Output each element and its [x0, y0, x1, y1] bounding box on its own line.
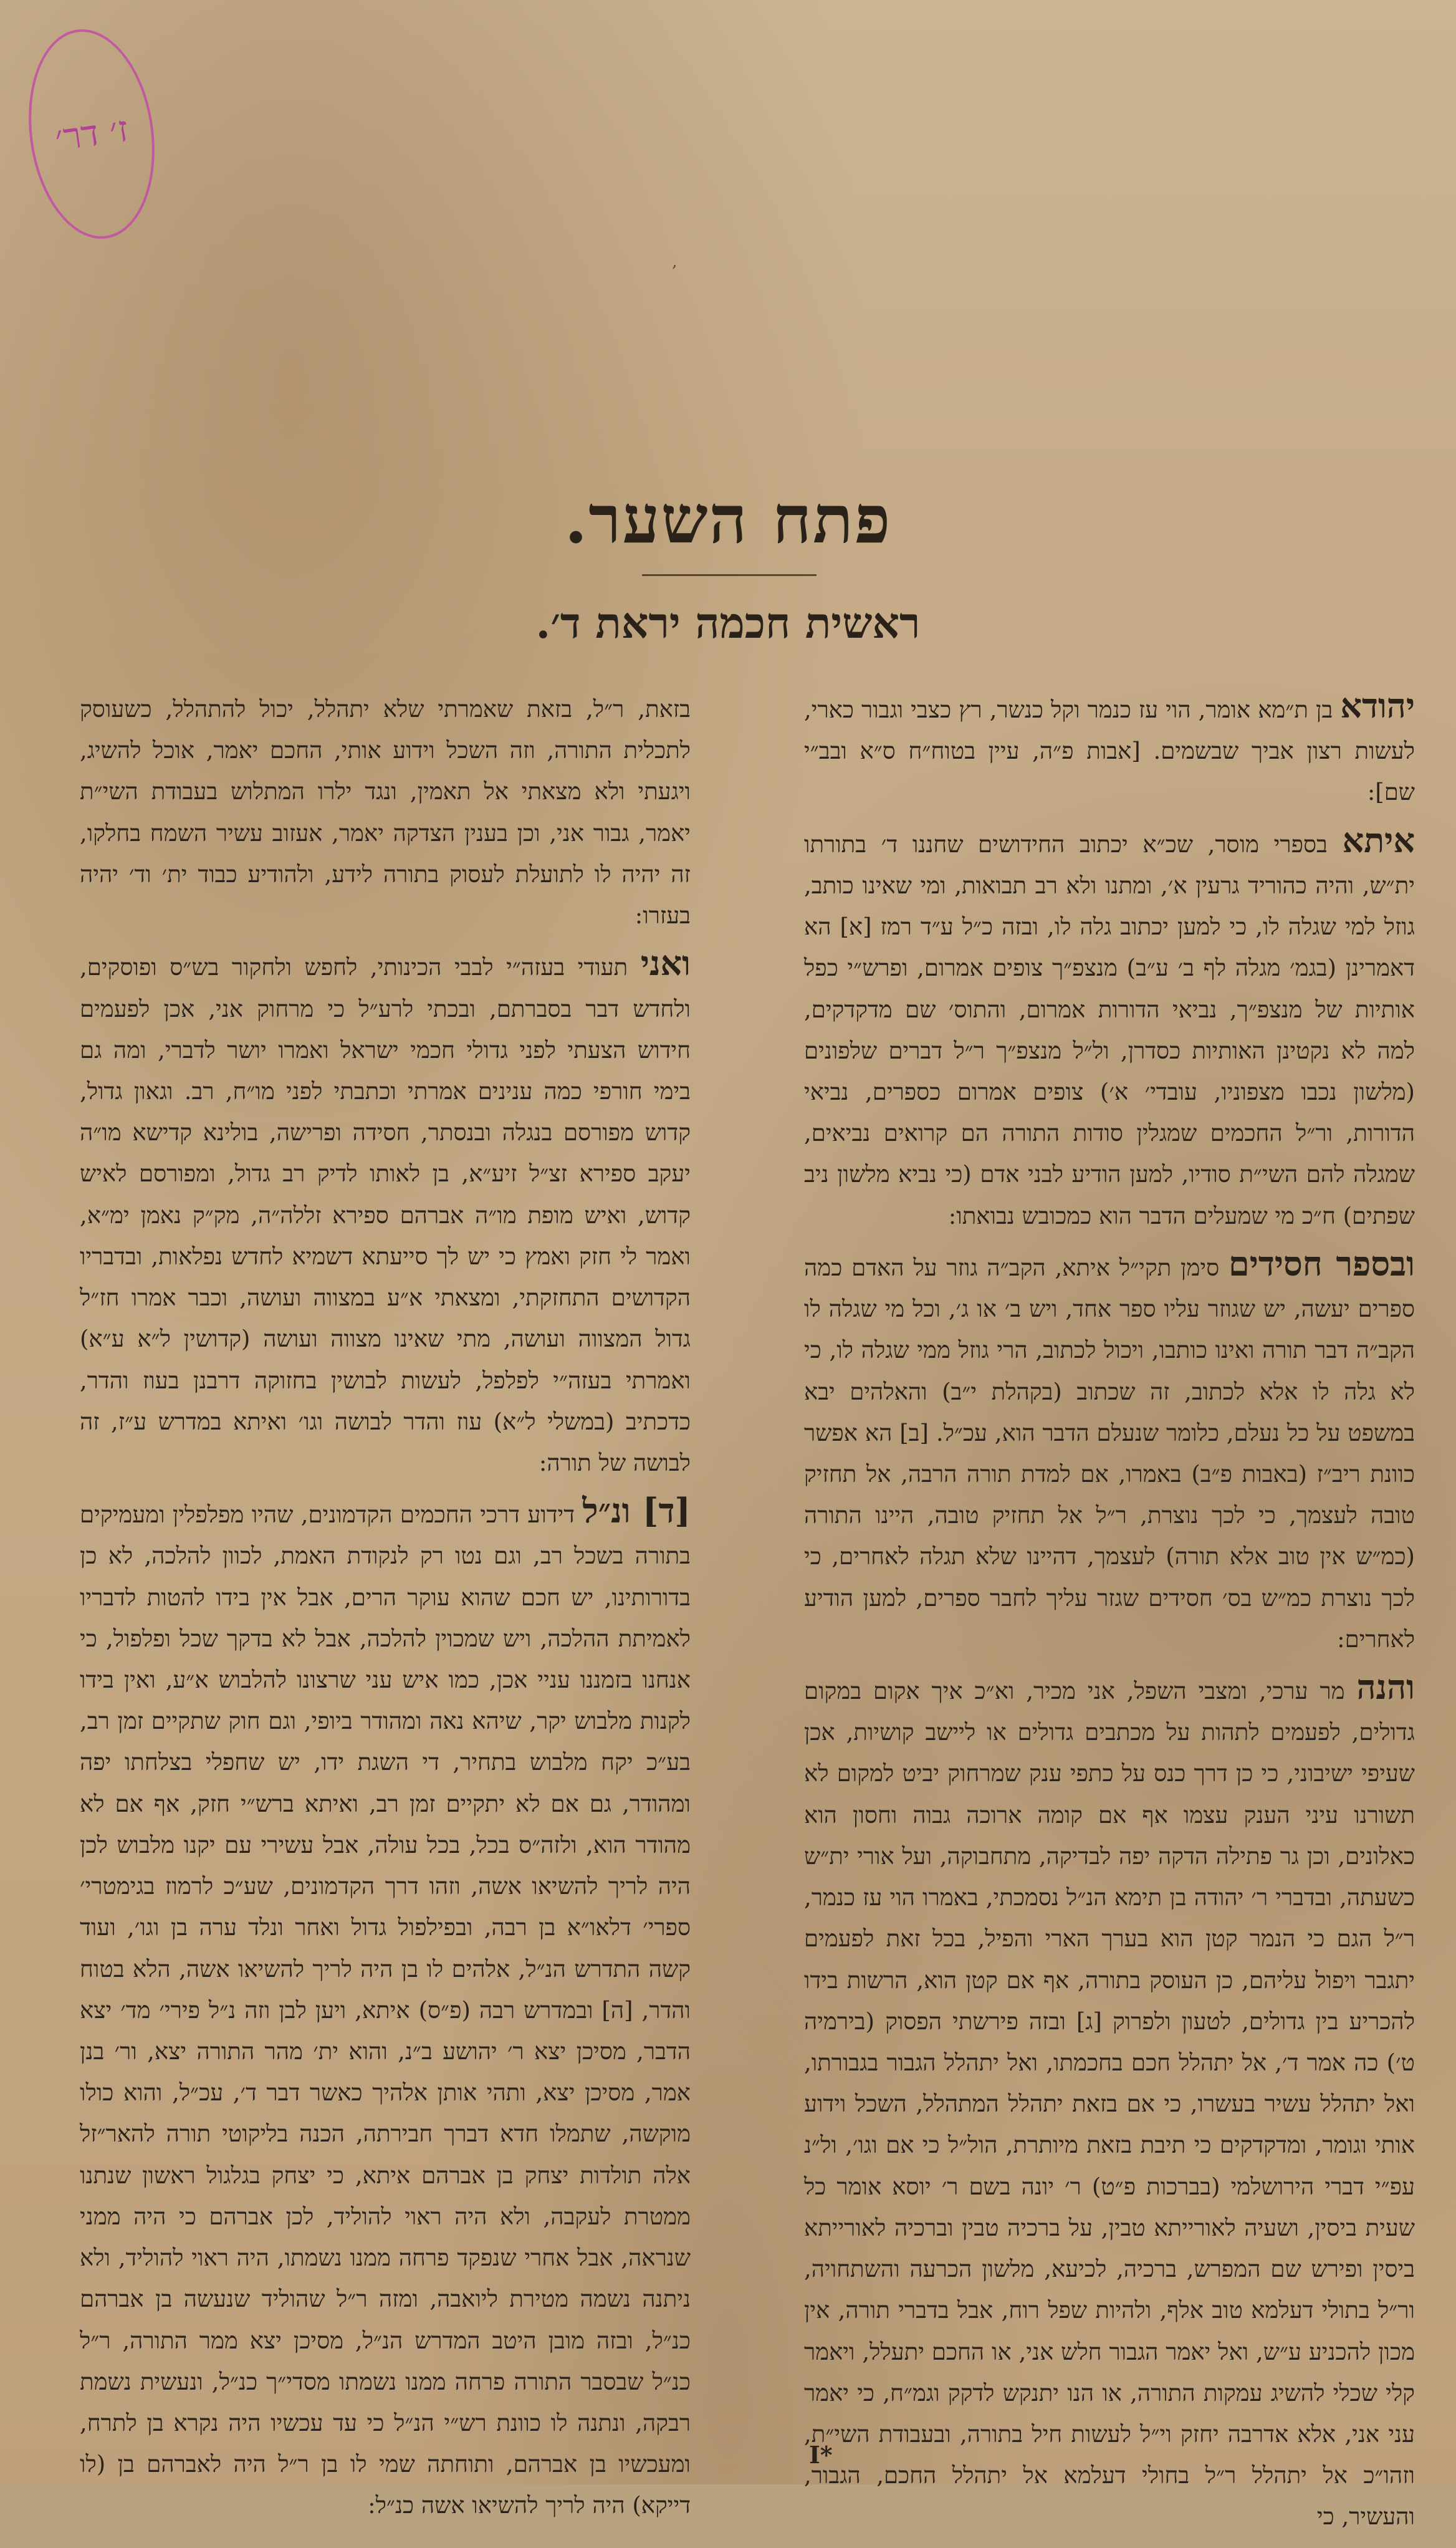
right-paragraph-3-lead: ובספר חסידים: [1228, 1243, 1415, 1284]
right-paragraph-2-text: בספרי מוסר, שכ״א יכתוב החידושים שחננו ד׳ בתורתו ית״ש, והיה כהוריד גרעין א׳, ומתנו ולא רב תבואות, ומי שאינו כותב, גוזל למי שגלה לו, כי למען יכתוב גלה לו, ובזה כ״ל ע״ד רמז [א] הא דאמרינן (בגמ׳ מגלה לף ב׳ ע״ב) מנצפ״ך צופים אמרום, ופרש״י כפל אותיות של מנצפ״ך, נביאי הדורות אמרום, והתוס׳ שם מדקדקים, למה לא נקטינן האותיות כסדרן, ול״ל מנצפ״ך ר״ל דברים שלפונים (מלשון נכבו מצפוניו, עובדי׳ א׳) צופים אמרום כספרים, נביאי הדורות, ור״ל החכמים שמגלין סודות התורה הם קרואים נביאים, שמגלה להם השי״ת סודיו, למען הודיע לבני אדם (כי נביא מלשון ניב שפתים) ח״כ מי שמעלים הדבר הוא כמכובש נבואתו:: [804, 830, 1415, 1229]
left-paragraph-2-lead: ואני: [640, 943, 691, 984]
right-paragraph-1: [804, 686, 1415, 814]
right-paragraph-4-lead: והנה: [1356, 1667, 1415, 1708]
left-paragraph-2: [80, 943, 691, 1484]
left-paragraph-3-text: דידוע דרכי החכמים הקדמונים, שהיו מפלפלין ומעמיקים בתורה בשכל רב, וגם נטו רק לנקודת האמת, לכוון להלכה, לא כן בדורותינו, יש חכם שהוא עוקר הרים, אבל אין בידו להטות לדבריו לאמיתת ההלכה, ויש שמכוין להלכה, אבל לא בדקך שכל ופלפול, כי אנחנו בזמננו עניי אכן, כמו איש עני שרצונו להלבוש א״ע, ואין בידו לקנות מלבוש יקר, שיהא נאה ומהודר ביופי, וגם חוק שתקיים זמן רב, בע״כ יקח מלבוש בתחיר, די השגת ידו, יש שחפלי בצלחתו יפה ומהודר, גם אם לא יתקיים זמן רב, ואיתא ברש״י חזק, אף אם לא מהודר הוא, ולזה״ס בכל, בכל עולה, אבל עשירי עם יקנו מלבוש לכן היה לריך להשיאו אשה, וזהו דרך הקדמונים, שע״כ לרמוז בגימטרי׳ ספרי׳ דלאו״א בן רבה, ובפילפול גדול ואחר ונלד ערה בן וגו׳, ועוד קשה התדרש הנ״ל, אלהים לו בן היה לריך להשיאו אשה, הלא בטוח והדר, [ה] ובמדרש רבה (פ״ס) איתא, ויען לבן וזה נ״ל פירי׳ מד׳ יצא הדבר, מסיכן יצא ר׳ יהושע ב״נ, והוא ית׳ מהר התורה יצא, ור׳ בנן אמר, מסיכן יצא, ותהי אותן אלהיך כאשר דבר ד׳, עכ״ל, והוא כולו מוקשה, שתמלו חדא דברך חבירתה, הכנה בליקוטי תורה להאר״זל אלה תולדות יצחק בן אברהם איתא, כי יצחק בגלגול ראשון שנתנו ממטרת לעקבה, ולא היה ראוי להוליד, לכן אברהם כי היה ממני שנראה, אבל אחרי שנפקד פרחה ממנו נשמתו, היה ראוי להוליד, ולא ניתנה נשמה מטירת ליואבה, ומזה ר״ל שהוליד שנעשה בן אברהם כנ״ל, ובזה מובן היטב המדרש הנ״ל, מסיכן יצא ממר התורה, ר״ל כנ״ל שבסבר התורה פרחה ממנו נשמתו מסדי״ך כנ״ל, ונעשית נשמת רבקה, ונתנה לו כוונת רש״י הנ״ל כי עד עכשיו היה נקרא בן לתרח, ומעכשיו בן אברהם, ותוחתה שמי לו בן ר״ל היה לאברהם בן (לו דייקא) היה לריך להשיאו אשה כנ״ל:: [80, 1501, 691, 2519]
right-paragraph-2: [804, 820, 1415, 1237]
left-paragraph-3-lead: [ד] ונ״ל: [582, 1491, 691, 1531]
right-paragraph-2-lead: איתא: [1342, 820, 1415, 860]
title-divider: [642, 574, 817, 576]
right-paragraph-1-text: בן ת״מא אומר, הוי עז כנמר וקל כנשר, רץ כצבי וגבור כארי, לעשות רצון אביך שבשמים. [אבות פ״ה, עיין בטוח״ח ס״א ובב״י שם]:: [804, 696, 1415, 806]
right-paragraph-4: [804, 1667, 1415, 2538]
right-paragraph-3: [804, 1243, 1415, 1660]
left-paragraph-3: [80, 1491, 691, 2526]
decorative-mark: ‚: [672, 252, 678, 271]
left-column: [80, 689, 691, 2537]
library-stamp: ז׳ דר׳: [16, 21, 167, 247]
right-paragraph-4-text: מר ערכי, ומצבי השפל, אני מכיר, וא״כ איך אקום במקום גדולים, לפעמים לתהות על מכתבים גדולים או ליישב קושיות, אכן שעיפי ישיבוני, כי כן דרך כנס על כתפי ענק שמרחוק יביט למקום לא תשורנו עיני הענק עצמו אף אם קומה ארוכה גבוה וחסון הוא כאלונים, וכן גר פתילה הדקה יפה לבדיקה, מתחבוקה, ועל אורי ית״ש כשעתה, ובדברי ר׳ יהודה בן תימא הנ״ל נסמכתי, באמרו הוי עז כנמר, ר״ל הגם כי הנמר קטן הוא בערך הארי והפיל, בכל זאת לפעמים יתגבר ויפול עליהם, כן העוסק בתורה, אף אם קטן הוא, הרשות בידו להכריע בין גדולים, לטעון ולפרוק [ג] ובזה פירשתי הפסוק (בירמיה ט׳) כה אמר ד׳, אל יתהלל חכם בחכמתו, ואל יתהלל הגבור בגבורתו, ואל יתהלל עשיר בעשרו, כי אם בזאת יתהלל המתהלל, השכל וידוע אותי וגומר, ומדקדקים כי תיבת בזאת מיותרת, הול״ל כי אם וגו׳, ול״נ עפ״י דברי הירושלמי (בברכות פ״ט) ר׳ יונה בשם ר׳ יוסא אומר כל שעית ביסין, ושעיה לאורייתא טבין, על ברכיה טבין וברכיה לאורייתא ביסין ופירש שם המפרש, ברכיה, לכיעא, מלשון הכרעה והשתחויה, ור״ל בתולי דעלמא טוב אלף, ולהיות שפל רוח, אבל בדברי תורה, אין מכון להכניע ע״ש, ואל יאמר הגבור חלש אני, או החכם יתעלל, ויאמר קלי שכלי להשיג עמקות התורה, או הנו יתנקש לדקק וגמ״ח, כי יאמר עני אני, אלא אדרבה יחזק וי״ל לעשות חיל בתורה, ובעבודת השי״ת, וזהו״כ אל יתהלל ר״ל בחולי דעלמא אל יתהלל החכם, הגבור, והעשיר, כי: [804, 1678, 1415, 2531]
left-paragraph-1-text: בזאת, ר״ל, בזאת שאמרתי שלא יתהלל, יכול להתהלל, כשעוסק לתכלית התורה, וזה השכל וידוע אותי, החכם יאמר, אוכל להשיג, ויגעתי ולא מצאתי אל תאמין, ונגד ילרו המתלוש בעבודת השי״ת יאמר, גבור אני, וכן בענין הצדקה יאמר, אעזוב עשיר השמח בחלקו, זה יהיה לו לתועלת לעסוק בתורה לידע, ולהודיע כבוד ית׳ וד׳ יהיה בעזרו:: [80, 696, 691, 930]
right-paragraph-3-text: סימן תקי״ל איתא, הקב״ה גוזר על האדם כמה ספרים יעשה, יש שגוזר עליו ספר אחד, ויש ב׳ או ג׳, וכל מי שגלה לו הקב״ה דבר תורה ואינו כותבו, ויכול לכתוב, הרי גוזל ממי שגלה לו, כי לא גלה לו אלא לכתוב, זה שכתוב (בקהלת י״ב) והאלהים יבא במשפט על כל נעלם, כלומר שנעלם הדבר הוא, עכ״ל. [ב] הא אפשר כוונת ריב״ז (באבות פ״ב) באמרו, אם למדת תורה הרבה, אל תחזיק טובה לעצמך, כי לכך נוצרת, ר״ל אל תחזיק טובה, היינו התורה (כמ״ש אין טוב אלא תורה) לעצמך, דהיינו שלא תגלה לאחרים, כי לכך נוצרת כמ״ש בס׳ חסידים שגזר עליך לחבר ספרים, למען הודיע לאחרים:: [804, 1254, 1415, 1653]
page-subtitle: ראשית חכמה יראת ד׳.: [535, 599, 921, 648]
signature-mark: I*: [809, 2441, 833, 2469]
left-paragraph-2-text: תעודי בעזה״י לבבי הכינותי, לחפש ולחקור בש״ס ופוסקים, ולחדש דבר בסברתם, ובכתי לרע״ל כי מרחוק אני, אכן לפעמים חידוש הצעתי לפני גדולי חכמי ישראל ואמרו יושר לדברי, ומה גם בימי חורפי כמה ענינים אמרתי וכתבתי לפני מו״ח, רב. וגאון גדול, קדוש מפורסם בנגלה ובנסתר, חסידה ופרישה, בולינא קדישא מו״ה יעקב ספירא זצ״ל זיע״א, בן לאותו לדיק רב גדול, ומפורסם לאיש קדוש, ואיש מופת מו״ה אברהם ספירא זללה״ה, מק״ק נאמן ימ״א, ואמר לי חזק ואמץ כי יש לך סייעתא דשמיא לחדש נפלאות, ובדבריו הקדושים התחזקתי, ומצאתי א״ע במצווה ועושה, וכבר אמרו חז״ל גדול המצווה ועושה, מתי שאינו מצווה ועושה (קדושין ל״א ע״א) ואמרתי בעזה״י לפלפל, לעשות לבושין בחזוקה דרבנן בעוז והדר, כדכתיב (במשלי ל״א) עוז והדר לבושה וגו׳ ואיתא במדרש ע״ז, זה לבושה של תורה:: [80, 954, 691, 1476]
page-title: פתח השער.: [564, 480, 892, 558]
left-paragraph-1: [80, 689, 691, 936]
right-paragraph-1-lead: יהודא: [1340, 686, 1415, 726]
right-column: [804, 686, 1415, 2548]
